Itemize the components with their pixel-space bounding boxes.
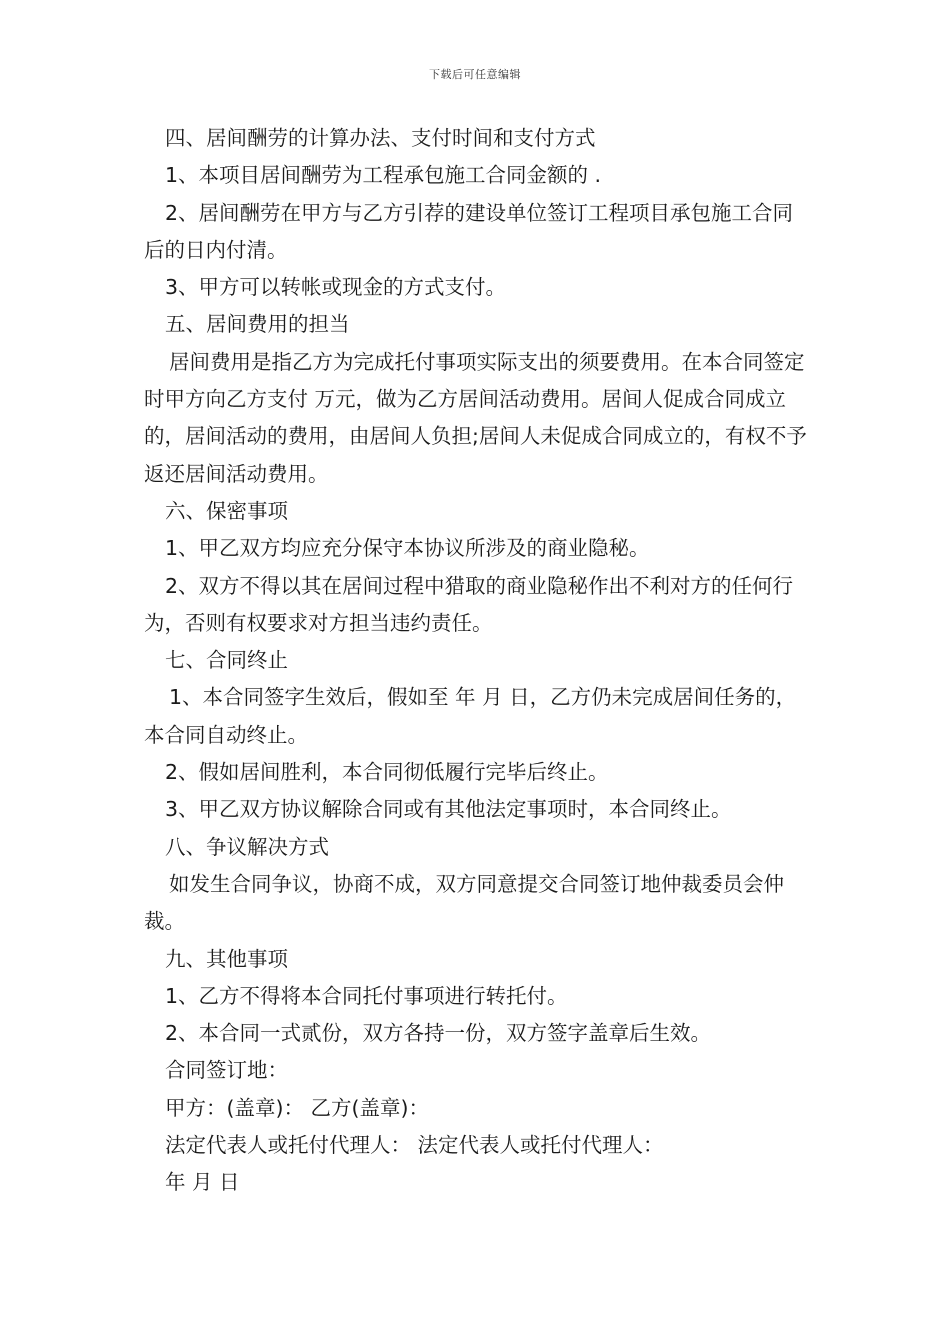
section-heading-8: 八、争议解决方式	[165, 834, 329, 859]
section-heading-5: 五、居间费用的担当	[165, 312, 350, 337]
clause-7-3: 3、甲乙双方协议解除合同或有其他法定事项时，本合同终止。	[165, 797, 732, 822]
party-seals: 甲方：(盖章)： 乙方(盖章)：	[165, 1095, 430, 1120]
clause-7-1: 1、本合同签字生效后，假如至 年 月 日，乙方仍未完成居间任务的，本合同自动终止。	[144, 685, 797, 747]
clause-4-2: 2、居间酬劳在甲方与乙方引荐的建设单位签订工程项目承包施工合同后的日内付清。	[144, 200, 794, 262]
clause-5-body: 居间费用是指乙方为完成托付事项实际支出的须要费用。在本合同签定时甲方向乙方支付 万元，做为乙方居间活动费用。居间人促成合同成立的，居间活动的费用，由居间人负担;居间人未促成合同成立的，有权不予返还居间活动费用。	[144, 349, 807, 486]
section-heading-7: 七、合同终止	[165, 648, 288, 673]
clause-4-1: 1、本项目居间酬劳为工程承包施工合同金额的 .	[165, 163, 602, 188]
clause-8-body: 如发生合同争议，协商不成，双方同意提交合同签订地仲裁委员会仲裁。	[144, 871, 784, 934]
clause-4-3: 3、甲方可以转帐或现金的方式支付。	[165, 275, 507, 300]
clause-6-1: 1、甲乙双方均应充分保守本协议所涉及的商业隐秘。	[165, 536, 650, 561]
clause-9-1: 1、乙方不得将本合同托付事项进行转托付。	[165, 983, 568, 1008]
signing-place: 合同签订地：	[165, 1058, 288, 1083]
section-heading-9: 九、其他事项	[165, 946, 288, 971]
section-heading-6: 六、保密事项	[165, 498, 288, 523]
clause-9-2: 2、本合同一式贰份，双方各持一份，双方签字盖章后生效。	[165, 1021, 712, 1046]
clause-6-2: 2、双方不得以其在居间过程中猎取的商业隐秘作出不利对方的任何行为，否则有权要求对方担当违约责任。	[144, 573, 794, 635]
document-body	[144, 120, 809, 1202]
representatives: 法定代表人或托付代理人： 法定代表人或托付代理人：	[165, 1133, 664, 1158]
clause-7-2: 2、假如居间胜利，本合同彻低履行完毕后终止。	[165, 760, 609, 785]
header-note: 下载后可任意编辑	[429, 68, 521, 81]
signing-date: 年 月 日	[165, 1170, 240, 1195]
section-heading-4: 四、居间酬劳的计算办法、支付时间和支付方式	[165, 126, 596, 150]
